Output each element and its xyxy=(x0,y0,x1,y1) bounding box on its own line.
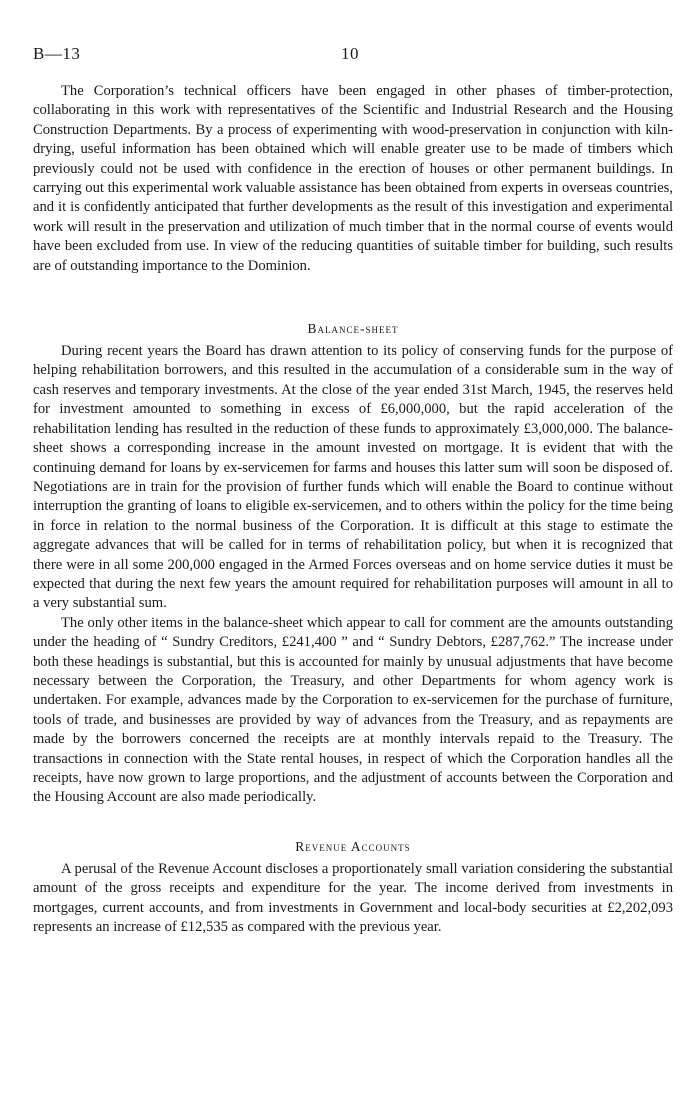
document-body xyxy=(33,82,673,937)
heading-balance-sheet: Balance-sheet xyxy=(307,321,399,337)
page-number: 10 xyxy=(341,44,359,63)
paragraph-timber-protection: The Corporation’s technical officers have been engaged in other phases of timber-protection, collaborating in this work with representatives of the Scientific and Industrial Research and the Housing Construction Departments. By a process of experimenting with wood-preservation in conjunction with kiln-drying, useful information has been obtained which will enable greater use to be made of timbers which previously could not be used with confidence in the erection of houses or other permanent buildings. In carrying out this experimental work valuable assistance has been obtained from experts in overseas countries, and it is confidently anticipated that further developments as the result of this investigation and experimental work will result in the preservation and utilization of much timber that in the normal course of events would have been excluded from use. In view of the reducing quantities of suitable timber for building, such results are of outstanding importance to the Dominion. xyxy=(33,83,673,274)
paragraph-revenue-accounts: A perusal of the Revenue Account discloses a proportionately small variation considering the substantial amount of the gross receipts and expenditure for the year. The income derived from investments in mortgages, current accounts, and from investments in Government and local-body securities at £2,202,093 represents an increase of £12,535 as compared with the previous year. xyxy=(33,860,673,936)
paragraph-balance-sheet-1: During recent years the Board has drawn attention to its policy of conserving funds for the purpose of helping rehabilitation borrowers, and this resulted in the accumulation of a considerable sum in the way of cash reserves and temporary investments. At the close of the year ended 31st March, 1945, the reserves held for investment amounted to something in excess of £6,000,000, but the rapid acceleration of the rehabilitation lending has resulted in the reduction of these funds to approximately £3,000,000. The balance-sheet shows a corresponding increase in the amount invested on mortgage. It is evident that with the continuing demand for loans by ex-servicemen for farms and houses this latter sum will soon be disposed of. Negotiations are in train for the provision of further funds which will enable the Board to continue without interruption the granting of loans to eligible ex-servicemen, and to others within the policy for the time being in force in relation to the normal business of the Corporation. It is difficult at this stage to estimate the aggregate advances that will be called for in terms of rehabilitation policy, but when it is recognized that there were in all some 200,000 engaged in the Armed Forces overseas and on home service duties it must be expected that during the next few years the amount required for rehabilitation purposes will amount in all to a very substantial sum. xyxy=(33,343,673,612)
heading-revenue-accounts: Revenue Accounts xyxy=(295,838,411,854)
paragraph-balance-sheet-2: The only other items in the balance-sheet which appear to call for comment are the amounts outstanding under the heading of “ Sundry Creditors, £241,400 ” and “ Sundry Debtors, £287,762.” The increase under both these headings is substantial, but this is accounted for mainly by unusual adjustments that have become necessary between the Corporation, the Treasury, and other Departments for whom agency work is undertaken. For example, advances made by the Corporation to ex-servicemen for the purchase of furniture, tools of trade, and businesses are provided by way of advances from the Treasury, and as repayments are made by the borrowers concerned the receipts are at monthly intervals repaid to the Treasury. The transactions in connection with the State rental houses, in respect of which the Corporation handles all the receipts, have now grown to large proportions, and the adjustment of accounts between the Corporation and the Housing Account are also made periodically. xyxy=(33,614,673,806)
series-number: B—13 xyxy=(33,44,81,63)
